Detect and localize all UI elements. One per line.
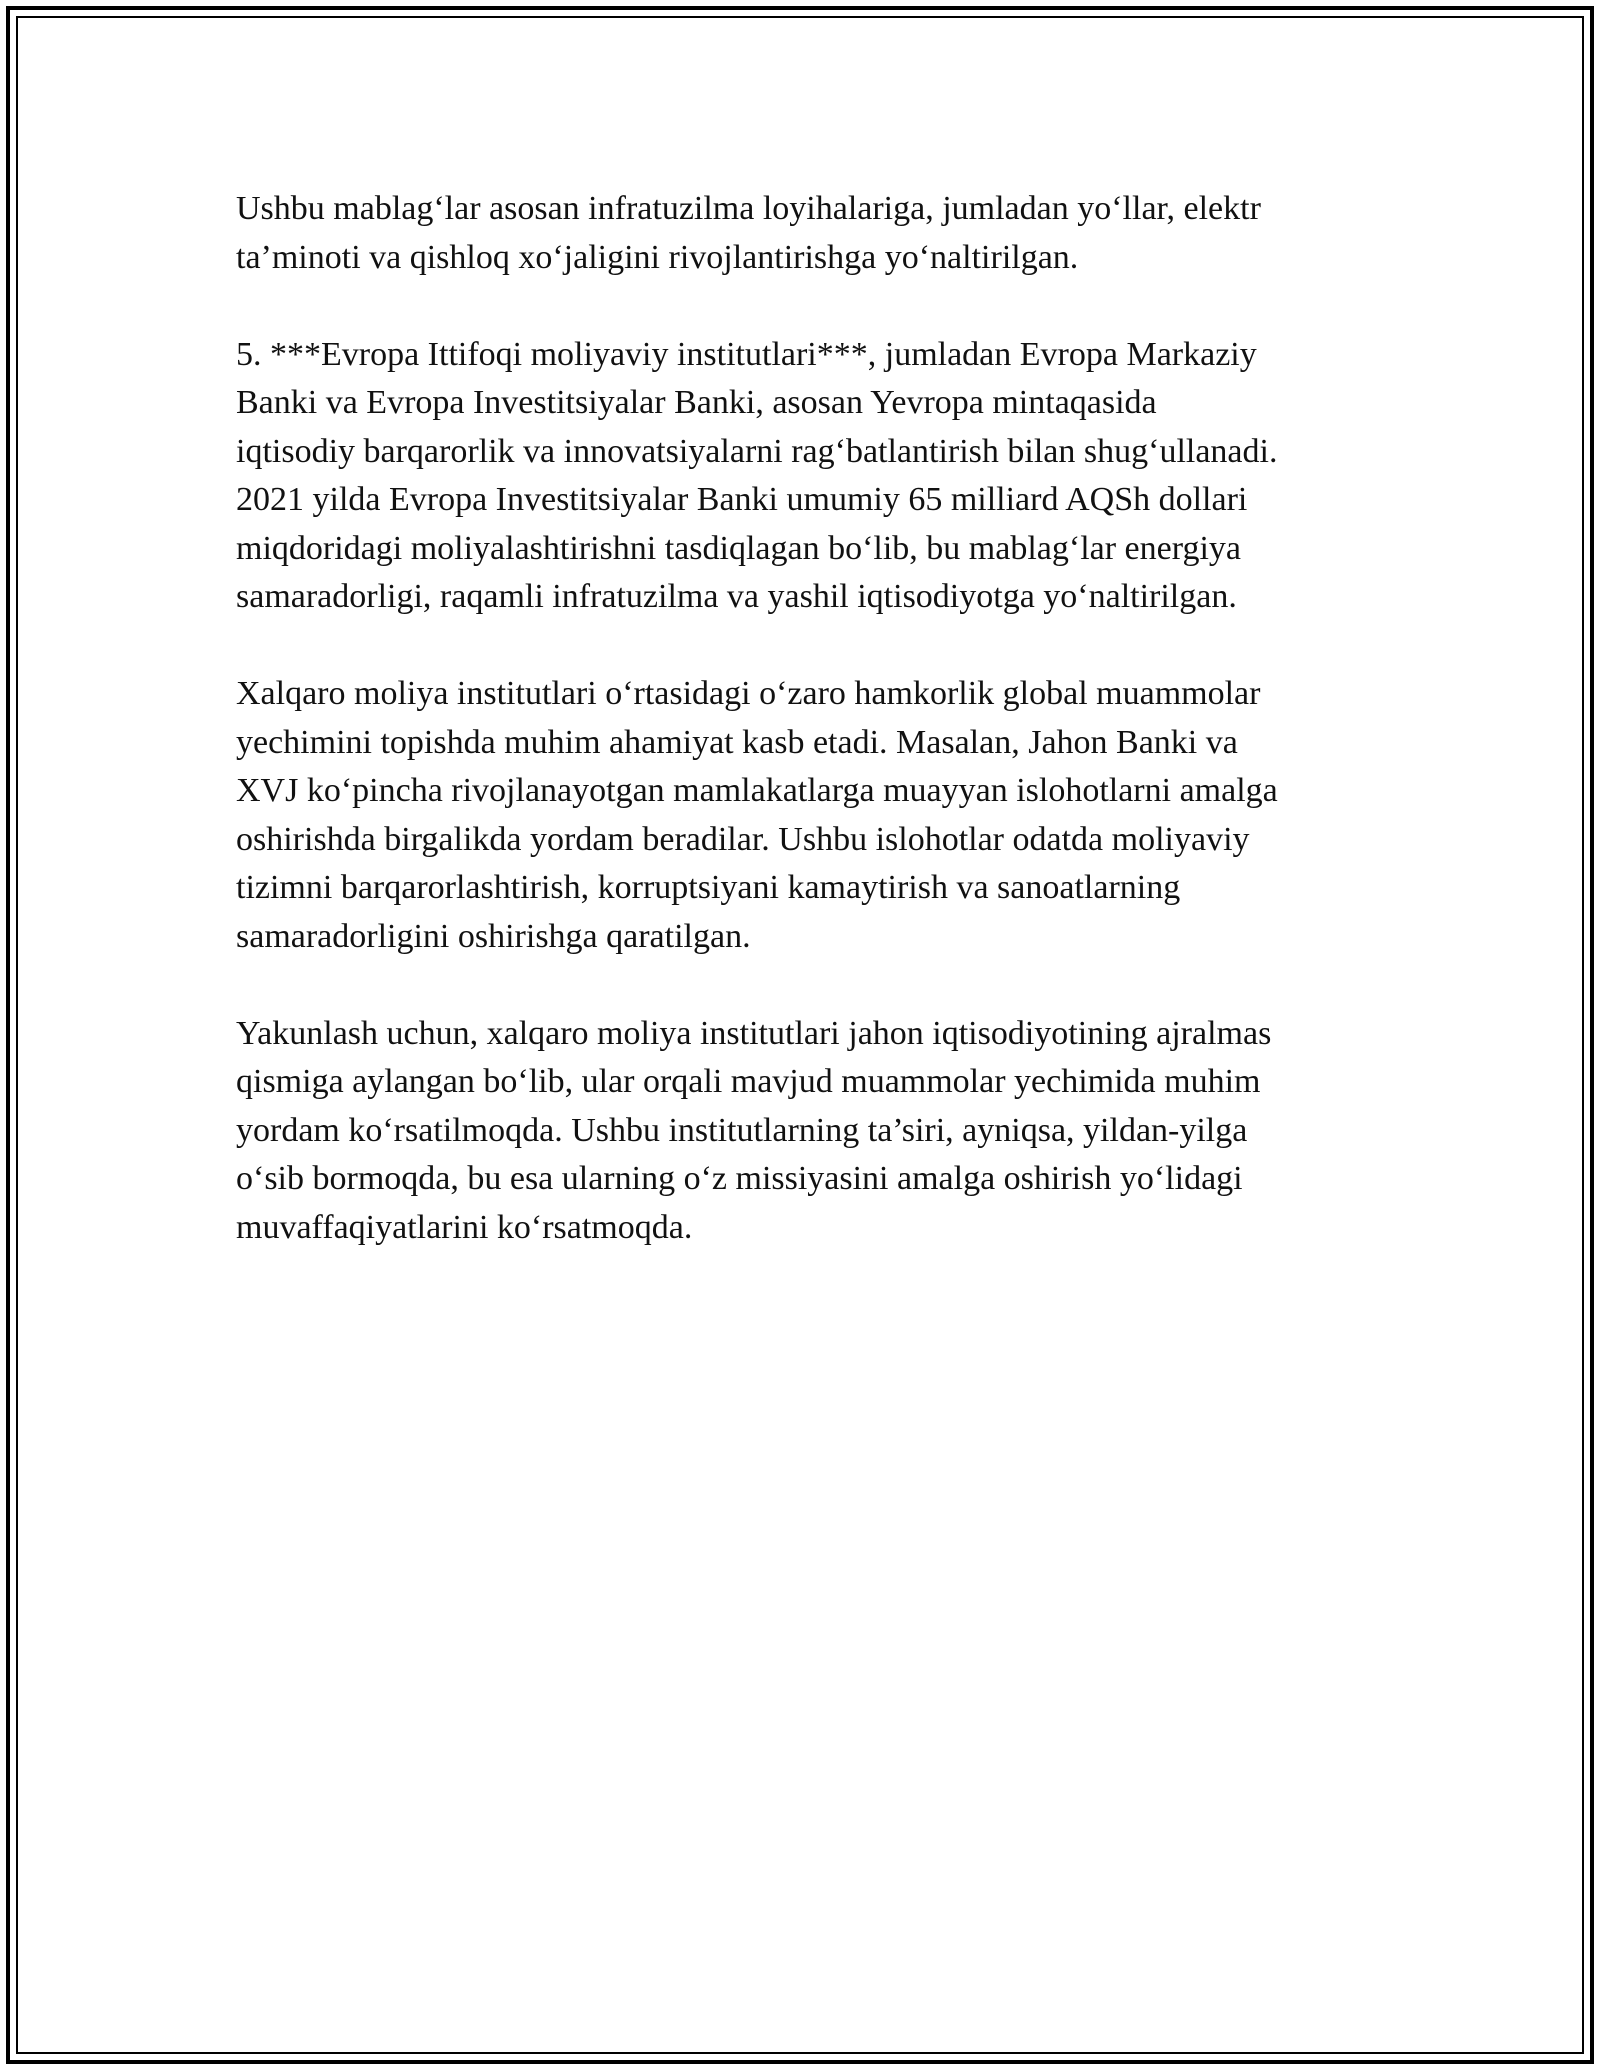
paragraph-cooperation: Xalqaro moliya institutlari o‘rtasidagi o‘zaro hamkorlik global muammolar yechimini topishda muhim ahamiyat kasb etadi. Masalan, Jahon Banki va XVJ ko‘pincha rivojlanayotgan mamlakatlarga muayyan islohotlarni amalga oshirishda birgalikda yordam beradilar. Ushbu islohotlar odatda moliyaviy tizimni barqarorlashtirish, korruptsiyani kamaytirish va sanoatlarning samaradorligini oshirishga qaratilgan. xyxy=(236,675,1278,955)
paragraph-conclusion: Yakunlash uchun, xalqaro moliya institutlari jahon iqtisodiyotining ajralmas qismiga aylangan bo‘lib, ular orqali mavjud muammolar yechimida muhim yordam ko‘rsatilmoqda. Ushbu institutlarning ta’siri, ayniqsa, yildan-yilga o‘sib bormoqda, bu esa ularning o‘z missiyasini amalga oshirish yo‘lidagi muvaffaqiyatlarini ko‘rsatmoqda. xyxy=(236,1014,1272,1246)
paragraph-funding-purpose: Ushbu mablag‘lar asosan infratuzilma loyihalariga, jumladan yo‘llar, elektr ta’minoti va qishloq xo‘jaligini rivojlantirishga yo‘naltirilgan. xyxy=(236,190,1261,276)
document-body xyxy=(236,185,1386,1301)
paragraph-eu-institutions: 5. ***Evropa Ittifoqi moliyaviy institutlari***, jumladan Evropa Markaziy Banki va Evropa Investitsiyalar Banki, asosan Yevropa mintaqasida iqtisodiy barqarorlik va innovatsiyalarni rag‘batlantirish bilan shug‘ullanadi. 2021 yilda Evropa Investitsiyalar Banki umumiy 65 milliard AQSh dollari miqdoridagi moliyalashtirishni tasdiqlagan bo‘lib, bu mablag‘lar energiya samaradorligi, raqamli infratuzilma va yashil iqtisodiyotga yo‘naltirilgan. xyxy=(236,335,1278,615)
